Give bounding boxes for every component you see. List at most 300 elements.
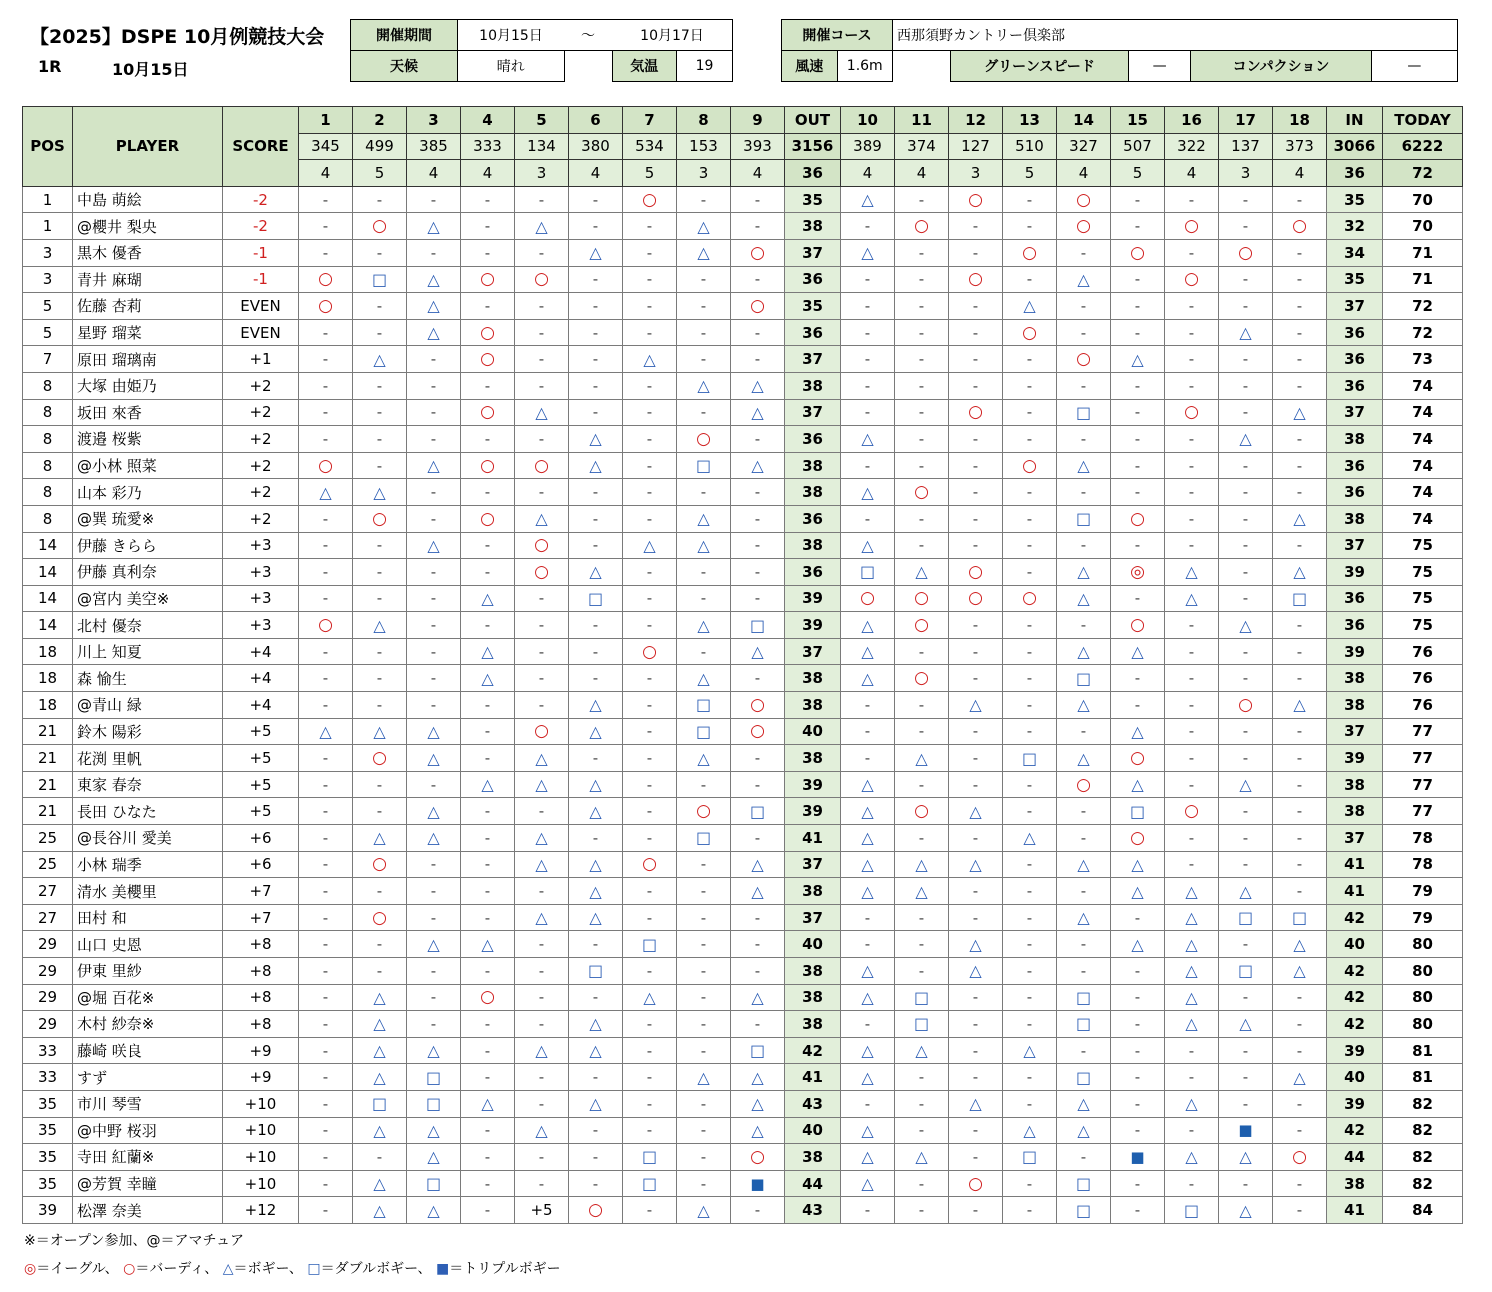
hole-result: △ — [1273, 399, 1327, 426]
hole-result: ○ — [895, 612, 949, 639]
hole-result: △ — [841, 612, 895, 639]
hole-result: - — [1165, 638, 1219, 665]
hole-result: - — [299, 186, 353, 213]
hole-result: - — [353, 878, 407, 905]
hole-result: △ — [677, 213, 731, 240]
hole-result: △ — [731, 1117, 785, 1144]
hole-result: □ — [677, 825, 731, 852]
legend-text: ＝イーグル、 — [36, 1261, 119, 1277]
hole-result: - — [1057, 958, 1111, 985]
hole-result: - — [1165, 505, 1219, 532]
hole-result: - — [623, 1037, 677, 1064]
out-total: 40 — [785, 718, 841, 745]
hole-result: △ — [299, 718, 353, 745]
in-total: 42 — [1327, 984, 1383, 1011]
hole-result: - — [677, 399, 731, 426]
period-end: 10月17日 — [612, 20, 733, 51]
hole-result: - — [407, 505, 461, 532]
hole-result: ○ — [623, 851, 677, 878]
hole-result: △ — [949, 692, 1003, 719]
hole-result: - — [353, 372, 407, 399]
hole-result: - — [949, 1037, 1003, 1064]
out-total: 39 — [785, 612, 841, 639]
hole-result: - — [623, 1197, 677, 1224]
hole-result: ○ — [731, 692, 785, 719]
hole-result: - — [949, 213, 1003, 240]
hole-result: ○ — [841, 585, 895, 612]
in-total: 39 — [1327, 1090, 1383, 1117]
hole-result: △ — [299, 479, 353, 506]
hole-result: - — [1057, 372, 1111, 399]
pos-cell: 21 — [23, 718, 73, 745]
out-total: 42 — [785, 1037, 841, 1064]
hole-result: △ — [1111, 718, 1165, 745]
hole-result: - — [1273, 771, 1327, 798]
round-date: 10月15日 — [112, 60, 189, 79]
page-title: 【2025】DSPE 10月例競技大会 — [30, 26, 325, 48]
score-cell: +3 — [223, 612, 299, 639]
hole-result: △ — [353, 346, 407, 373]
hole-result: □ — [677, 718, 731, 745]
score-cell: +9 — [223, 1064, 299, 1091]
hole-result: - — [1111, 958, 1165, 985]
par-cell: 4 — [461, 160, 515, 187]
out-total: 41 — [785, 1064, 841, 1091]
yardage-cell: 389 — [841, 133, 895, 160]
hole-result: - — [949, 638, 1003, 665]
hole-result: □ — [1003, 1144, 1057, 1171]
table-row — [23, 186, 1463, 213]
hole-result: - — [299, 399, 353, 426]
out-total: 41 — [785, 825, 841, 852]
pos-cell: 39 — [23, 1197, 73, 1224]
hole-result: △ — [407, 266, 461, 293]
hole-result: □ — [1057, 505, 1111, 532]
hole-result: - — [515, 612, 569, 639]
hole-result: △ — [1057, 266, 1111, 293]
hole-result: △ — [1111, 638, 1165, 665]
legend-symbol: △ — [222, 1261, 234, 1277]
hole-result: - — [895, 1117, 949, 1144]
table-row — [23, 426, 1463, 453]
hole-result: - — [1003, 798, 1057, 825]
hole-result: △ — [1165, 958, 1219, 985]
hole-result: - — [677, 1090, 731, 1117]
hole-result: △ — [1219, 878, 1273, 905]
hole-result: - — [1057, 825, 1111, 852]
in-total: 36 — [1327, 319, 1383, 346]
hole-result: △ — [353, 1037, 407, 1064]
pos-cell: 14 — [23, 612, 73, 639]
pos-cell: 8 — [23, 399, 73, 426]
score-cell: EVEN — [223, 319, 299, 346]
score-cell: +8 — [223, 1011, 299, 1038]
par-cell: 4 — [569, 160, 623, 187]
hole-result: - — [515, 585, 569, 612]
hole-result: - — [515, 1144, 569, 1171]
score-cell: +6 — [223, 851, 299, 878]
hole-result: □ — [895, 1011, 949, 1038]
hole-result: - — [1111, 1170, 1165, 1197]
hole-result: △ — [569, 239, 623, 266]
hole-result: - — [895, 1170, 949, 1197]
hole-result: △ — [569, 878, 623, 905]
hole-result: - — [1273, 745, 1327, 772]
hole-result: - — [569, 293, 623, 320]
pos-cell: 35 — [23, 1090, 73, 1117]
hole-result: △ — [461, 585, 515, 612]
hole-result: △ — [731, 399, 785, 426]
hole-result: - — [677, 319, 731, 346]
hole-result: - — [461, 798, 515, 825]
score-cell: +8 — [223, 958, 299, 985]
table-row — [23, 692, 1463, 719]
hole-result: △ — [841, 239, 895, 266]
hole-result: - — [407, 771, 461, 798]
hole-result: ○ — [1111, 825, 1165, 852]
hole-result: - — [1111, 319, 1165, 346]
hole-result: △ — [1003, 1117, 1057, 1144]
hole-result: - — [623, 612, 677, 639]
hole-result: - — [623, 319, 677, 346]
today-total: 71 — [1383, 239, 1463, 266]
hole-result: - — [623, 665, 677, 692]
hole-result: - — [677, 1037, 731, 1064]
pos-cell: 14 — [23, 532, 73, 559]
hole-result: △ — [949, 931, 1003, 958]
hole-result: - — [1219, 931, 1273, 958]
in-total: 38 — [1327, 692, 1383, 719]
hole-result: - — [895, 638, 949, 665]
hole-result: ○ — [895, 665, 949, 692]
hole-result: - — [1111, 532, 1165, 559]
hole-result: △ — [569, 798, 623, 825]
hole-result: - — [1219, 186, 1273, 213]
hole-result: - — [299, 692, 353, 719]
out-total: 36 — [785, 559, 841, 586]
hole-result: - — [623, 559, 677, 586]
hole-result: - — [1003, 638, 1057, 665]
today-total: 77 — [1383, 798, 1463, 825]
hole-result: - — [949, 293, 1003, 320]
hole-result: - — [299, 904, 353, 931]
hole-result: - — [1273, 1197, 1327, 1224]
hole-result: □ — [623, 1144, 677, 1171]
in-total: 37 — [1327, 399, 1383, 426]
hole-result: - — [949, 479, 1003, 506]
hole-result: - — [407, 479, 461, 506]
hole-result: - — [1111, 1197, 1165, 1224]
hole-result: ○ — [949, 266, 1003, 293]
hole-result: ○ — [1111, 505, 1165, 532]
hole-result: △ — [1057, 585, 1111, 612]
hole-result: - — [841, 372, 895, 399]
legend-text: ＝ダブルボギー、 — [320, 1261, 432, 1277]
hole-result: - — [1219, 399, 1273, 426]
par-cell: 4 — [1165, 160, 1219, 187]
out-total: 38 — [785, 692, 841, 719]
in-total: 39 — [1327, 559, 1383, 586]
hole-result: - — [841, 319, 895, 346]
pos-cell: 29 — [23, 984, 73, 1011]
hole-result: - — [1003, 718, 1057, 745]
yardage-cell: 333 — [461, 133, 515, 160]
hole-result: △ — [1219, 1144, 1273, 1171]
hole-result: - — [1219, 745, 1273, 772]
hole-result: △ — [353, 825, 407, 852]
out-total: 38 — [785, 665, 841, 692]
hole-result: - — [949, 1064, 1003, 1091]
hole-result: - — [1057, 1144, 1111, 1171]
score-cell: +5 — [223, 798, 299, 825]
pos-cell: 35 — [23, 1117, 73, 1144]
today-total: 74 — [1383, 452, 1463, 479]
hole-result: - — [299, 319, 353, 346]
hole-result: - — [1219, 1090, 1273, 1117]
hole-result: - — [1273, 426, 1327, 453]
hole-result: - — [895, 505, 949, 532]
hole-result: △ — [407, 213, 461, 240]
hole-result: △ — [515, 1117, 569, 1144]
hole-result: △ — [895, 1037, 949, 1064]
hole-result: +5 — [515, 1197, 569, 1224]
in-total: 38 — [1327, 798, 1383, 825]
hole-result: - — [1273, 984, 1327, 1011]
legend-symbol: ○ — [123, 1261, 136, 1277]
in-total: 37 — [1327, 825, 1383, 852]
hole-result: - — [461, 532, 515, 559]
hole-header: 6 — [569, 107, 623, 134]
hole-result: - — [1219, 718, 1273, 745]
hole-result: - — [353, 638, 407, 665]
hole-result: - — [1111, 585, 1165, 612]
hole-result: ○ — [299, 266, 353, 293]
hole-result: △ — [353, 479, 407, 506]
hole-result: △ — [841, 878, 895, 905]
yardage-cell: 153 — [677, 133, 731, 160]
pos-cell: 21 — [23, 771, 73, 798]
pos-cell: 33 — [23, 1037, 73, 1064]
player-name: 黒木 優香 — [73, 239, 223, 266]
hole-result: - — [623, 585, 677, 612]
hole-result: - — [731, 319, 785, 346]
hole-result: - — [569, 505, 623, 532]
hole-result: △ — [949, 798, 1003, 825]
hole-result: - — [623, 904, 677, 931]
hole-result: - — [515, 958, 569, 985]
hole-result: △ — [895, 878, 949, 905]
player-name: 長田 ひなた — [73, 798, 223, 825]
hole-result: - — [1165, 452, 1219, 479]
hole-result: ○ — [1003, 239, 1057, 266]
hole-result: - — [569, 984, 623, 1011]
hole-result: - — [731, 532, 785, 559]
hole-header: 18 — [1273, 107, 1327, 134]
hole-header: 4 — [461, 107, 515, 134]
hole-result: - — [1003, 532, 1057, 559]
score-cell: +10 — [223, 1170, 299, 1197]
hole-result: △ — [949, 1090, 1003, 1117]
today-total: 77 — [1383, 771, 1463, 798]
hole-result: - — [515, 798, 569, 825]
player-name: 青井 麻瑚 — [73, 266, 223, 293]
hole-result: △ — [353, 1011, 407, 1038]
hole-result: - — [1165, 665, 1219, 692]
hole-result: - — [1273, 825, 1327, 852]
hole-result: - — [1003, 372, 1057, 399]
hole-result: □ — [1003, 745, 1057, 772]
today-total: 79 — [1383, 878, 1463, 905]
table-row — [23, 612, 1463, 639]
hole-result: ○ — [949, 399, 1003, 426]
hole-result: - — [677, 771, 731, 798]
yardage-cell: 322 — [1165, 133, 1219, 160]
yardage-cell: 6222 — [1383, 133, 1463, 160]
hole-result: ○ — [353, 213, 407, 240]
hole-result: - — [677, 1144, 731, 1171]
hole-result: - — [299, 931, 353, 958]
hole-result: - — [841, 266, 895, 293]
hole-result: - — [1165, 346, 1219, 373]
hole-result: - — [949, 505, 1003, 532]
today-total: 74 — [1383, 426, 1463, 453]
today-total: 74 — [1383, 399, 1463, 426]
hole-header: 7 — [623, 107, 677, 134]
hole-result: - — [1057, 878, 1111, 905]
hole-result: - — [949, 1144, 1003, 1171]
yardage-cell: 510 — [1003, 133, 1057, 160]
player-name: すず — [73, 1064, 223, 1091]
hole-result: - — [1273, 1011, 1327, 1038]
hole-result: △ — [841, 426, 895, 453]
in-total: 40 — [1327, 931, 1383, 958]
in-total: 36 — [1327, 479, 1383, 506]
today-total: 77 — [1383, 718, 1463, 745]
hole-result: - — [515, 426, 569, 453]
player-name: 山本 彩乃 — [73, 479, 223, 506]
hole-result: - — [731, 1197, 785, 1224]
hole-result: ◎ — [1111, 559, 1165, 586]
table-row — [23, 878, 1463, 905]
hole-result: ○ — [515, 452, 569, 479]
table-row — [23, 213, 1463, 240]
hole-result: - — [299, 1170, 353, 1197]
table-row — [23, 532, 1463, 559]
hole-result: - — [677, 958, 731, 985]
score-cell: +4 — [223, 692, 299, 719]
hole-result: ○ — [949, 1170, 1003, 1197]
event-info-left — [350, 19, 733, 82]
hole-result: △ — [407, 745, 461, 772]
out-total: 37 — [785, 239, 841, 266]
hole-result: - — [1111, 984, 1165, 1011]
hole-result: - — [407, 399, 461, 426]
hole-result: - — [1003, 851, 1057, 878]
par-cell: 36 — [785, 160, 841, 187]
hole-result: ○ — [731, 293, 785, 320]
hole-result: △ — [407, 293, 461, 320]
par-cell: 5 — [353, 160, 407, 187]
in-total: 42 — [1327, 904, 1383, 931]
hole-result: - — [1165, 372, 1219, 399]
in-total: 39 — [1327, 638, 1383, 665]
hole-result: □ — [841, 559, 895, 586]
hole-header: 8 — [677, 107, 731, 134]
hole-result: △ — [1165, 878, 1219, 905]
hole-result: □ — [1057, 1011, 1111, 1038]
hole-result: ○ — [949, 559, 1003, 586]
hole-header: IN — [1327, 107, 1383, 134]
hole-result: △ — [677, 239, 731, 266]
hole-result: ○ — [677, 798, 731, 825]
hole-result: □ — [1057, 984, 1111, 1011]
hole-result: ○ — [731, 239, 785, 266]
hole-result: - — [569, 1117, 623, 1144]
hole-result: - — [461, 1144, 515, 1171]
hole-result: △ — [949, 851, 1003, 878]
hole-result: - — [569, 479, 623, 506]
hole-result: - — [677, 878, 731, 905]
hole-result: ■ — [731, 1170, 785, 1197]
hole-header: 15 — [1111, 107, 1165, 134]
hole-result: - — [1273, 878, 1327, 905]
player-name: 山口 史恩 — [73, 931, 223, 958]
event-info-right — [781, 19, 1458, 82]
hole-result: - — [461, 213, 515, 240]
legend-symbol: □ — [307, 1261, 321, 1277]
hole-result: □ — [731, 798, 785, 825]
today-total: 82 — [1383, 1144, 1463, 1171]
hole-result: △ — [569, 1037, 623, 1064]
hole-result: - — [895, 958, 949, 985]
hole-result: - — [569, 346, 623, 373]
hole-result: - — [1165, 612, 1219, 639]
legend-text: ＝ボギー、 — [233, 1261, 303, 1277]
hole-result: - — [1165, 532, 1219, 559]
hole-result: - — [1219, 213, 1273, 240]
hole-header: TODAY — [1383, 107, 1463, 134]
player-name: 松澤 奈美 — [73, 1197, 223, 1224]
hole-header: 17 — [1219, 107, 1273, 134]
table-row — [23, 931, 1463, 958]
hole-result: △ — [677, 1064, 731, 1091]
player-name: 藤崎 咲良 — [73, 1037, 223, 1064]
hole-result: - — [731, 825, 785, 852]
hole-result: △ — [569, 771, 623, 798]
hole-result: △ — [407, 718, 461, 745]
par-cell: 4 — [841, 160, 895, 187]
hole-result: - — [949, 665, 1003, 692]
score-cell: -2 — [223, 213, 299, 240]
hole-result: - — [677, 1117, 731, 1144]
hole-result: - — [1111, 399, 1165, 426]
hole-result: - — [1003, 213, 1057, 240]
hole-result: △ — [1165, 585, 1219, 612]
hole-header: 9 — [731, 107, 785, 134]
player-name: 花渕 里帆 — [73, 745, 223, 772]
hole-result: △ — [1273, 559, 1327, 586]
hole-result: - — [677, 638, 731, 665]
score-cell: +2 — [223, 452, 299, 479]
out-total: 38 — [785, 958, 841, 985]
out-total: 38 — [785, 372, 841, 399]
hole-result: - — [623, 372, 677, 399]
hole-result: - — [895, 1197, 949, 1224]
hole-result: □ — [731, 612, 785, 639]
hole-result: △ — [353, 1197, 407, 1224]
out-total: 37 — [785, 851, 841, 878]
hole-result: ○ — [1273, 213, 1327, 240]
